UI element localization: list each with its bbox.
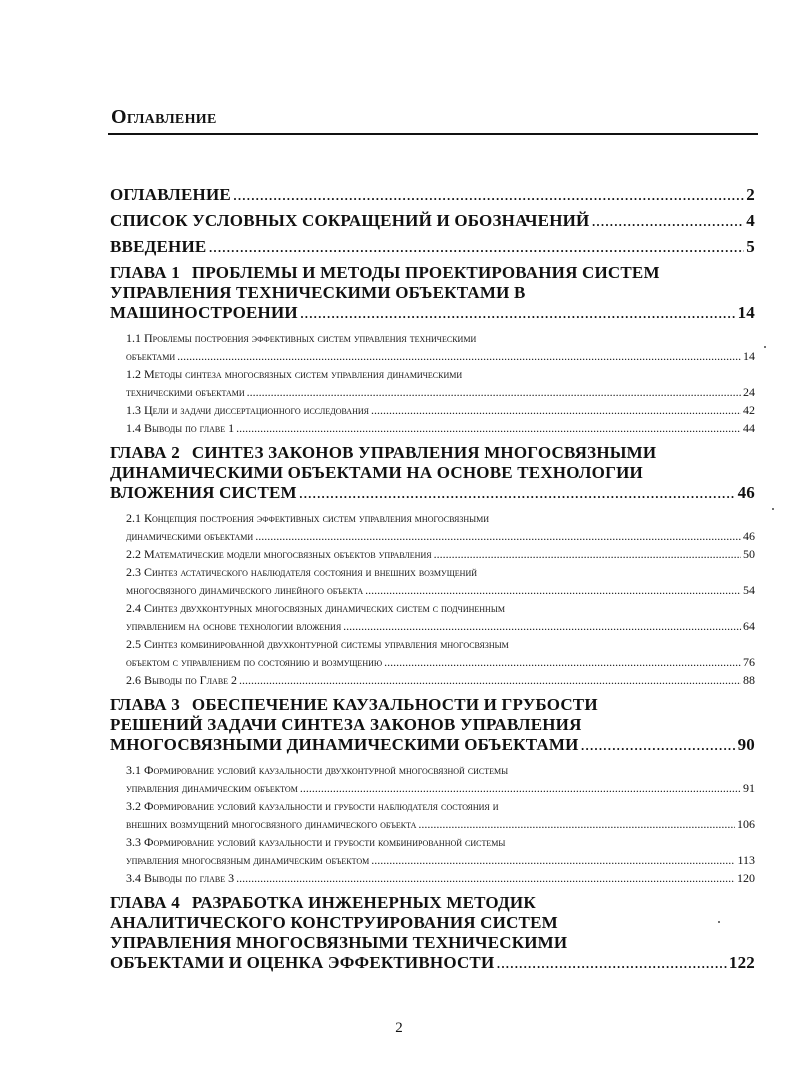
chapter-title-line	[110, 933, 755, 953]
section-title-text: управления динамическим объектом	[126, 781, 298, 795]
section-page: 14	[743, 349, 755, 363]
dot-leader	[384, 653, 741, 671]
dot-leader	[371, 401, 741, 419]
chapter-title-last-line	[110, 483, 755, 503]
section-page: 106	[737, 817, 755, 831]
section-title-last-line	[126, 581, 755, 599]
section-title-line: 1.2 Методы синтеза многосвязных систем управления динамическими	[126, 367, 463, 381]
section-page: 54	[743, 583, 755, 597]
section-title-last-line	[126, 815, 755, 833]
chapter-title-text: МНОГОСВЯЗНЫМИ ДИНАМИЧЕСКИМИ ОБЪЕКТАМИ	[110, 735, 579, 754]
section-title-last-line	[126, 545, 755, 563]
toc-entry-contents[interactable]: ОГЛАВЛЕНИЕ ..... 2	[110, 185, 755, 205]
chapter-title-last-line	[110, 303, 755, 323]
chapter-title-line	[110, 893, 755, 913]
dot-leader	[496, 953, 727, 973]
chapter-title-text: ВЛОЖЕНИЯ СИСТЕМ	[110, 483, 297, 502]
page-number: 2	[395, 1020, 403, 1036]
dot-leader	[371, 851, 735, 869]
section-page: 24	[743, 385, 755, 399]
chapter-title-line	[110, 443, 755, 463]
section-title-line: 2.3 Синтез астатического наблюдателя состояния и внешних возмущений	[126, 565, 477, 579]
chapter-number: ГЛАВА 3	[110, 695, 180, 714]
section-title-line: 3.3 Формирование условий каузальности и грубости комбинированной системы	[126, 835, 506, 849]
section-title-last-line	[126, 779, 755, 797]
dot-leader	[418, 815, 735, 833]
dot-leader	[300, 303, 736, 323]
dot-leader	[300, 779, 741, 797]
section-title-text: многосвязного динамического линейного объекта	[126, 583, 364, 597]
toc-section[interactable]	[110, 635, 755, 671]
chapter-page: 90	[737, 735, 755, 754]
dot-leader	[247, 383, 741, 401]
section-page: 120	[737, 871, 755, 885]
toc-chapter[interactable]	[110, 893, 755, 973]
section-page: 64	[743, 619, 755, 633]
chapter-title-last-line	[110, 735, 755, 755]
scan-speck	[718, 921, 720, 923]
chapter-page: 122	[728, 953, 755, 972]
section-title-text: управлением на основе технологии вложения	[126, 619, 342, 633]
chapter-title-text: УПРАВЛЕНИЯ ТЕХНИЧЕСКИМИ ОБЪЕКТАМИ В	[110, 283, 526, 302]
dot-leader	[255, 527, 741, 545]
toc-section[interactable]	[110, 563, 755, 599]
toc-entry-abbreviations[interactable]: СПИСОК УСЛОВНЫХ СОКРАЩЕНИЙ И ОБОЗНАЧЕНИЙ ..... 4	[110, 211, 755, 231]
section-page: 76	[743, 655, 755, 669]
section-page: 91	[743, 781, 755, 795]
section-title-text: 1.4 Выводы по главе 1	[126, 421, 235, 435]
chapter-title-text: РЕШЕНИЙ ЗАДАЧИ СИНТЕЗА ЗАКОНОВ УПРАВЛЕНИЯ	[110, 715, 582, 734]
section-title-last-line	[126, 653, 755, 671]
title-rule	[108, 133, 758, 135]
toc-chapter[interactable]	[110, 443, 755, 503]
toc-section[interactable]	[110, 329, 755, 365]
section-title-text: техническими объектами	[126, 385, 245, 399]
chapter-title-line	[110, 463, 755, 483]
chapter-title-line	[110, 263, 755, 283]
page-title: Оглавление	[111, 106, 217, 128]
section-list	[110, 329, 755, 437]
scan-speck	[764, 346, 766, 348]
toc-section[interactable]	[110, 833, 755, 869]
section-title-last-line	[126, 419, 755, 437]
section-title-line: 3.1 Формирование условий каузальности двухконтурной многосвязной системы	[126, 763, 509, 777]
section-page: 46	[743, 529, 755, 543]
section-title-last-line	[126, 383, 755, 401]
toc-section[interactable]	[110, 419, 755, 437]
toc-section[interactable]	[110, 671, 755, 689]
toc-section[interactable]	[110, 365, 755, 401]
section-title-last-line	[126, 671, 755, 689]
chapter-title-line	[110, 715, 755, 735]
section-title-last-line	[126, 869, 755, 887]
toc-section[interactable]	[110, 599, 755, 635]
chapter-title-last-line	[110, 953, 755, 973]
chapter-title-text: ПРОБЛЕМЫ И МЕТОДЫ ПРОЕКТИРОВАНИЯ СИСТЕМ	[191, 263, 660, 282]
toc-section[interactable]	[110, 401, 755, 419]
chapter-title-text: ОБЪЕКТАМИ И ОЦЕНКА ЭФФЕКТИВНОСТИ	[110, 953, 495, 972]
toc-entry-introduction[interactable]: ВВЕДЕНИЕ ..... 5	[110, 237, 755, 257]
section-title-line: 1.1 Проблемы построения эффективных систем управления техническими	[126, 331, 477, 345]
section-title-text: объектами	[126, 349, 176, 363]
dot-leader	[365, 581, 741, 599]
chapter-title-line	[110, 913, 755, 933]
chapter-title-line	[110, 283, 755, 303]
chapter-title-text: УПРАВЛЕНИЯ МНОГОСВЯЗНЫМИ ТЕХНИЧЕСКИМИ	[110, 933, 568, 952]
section-title-text: объектом с управлением по состоянию и возмущению	[126, 655, 383, 669]
chapter-title-text: ДИНАМИЧЕСКИМИ ОБЪЕКТАМИ НА ОСНОВЕ ТЕХНОЛОГИИ	[110, 463, 643, 482]
section-title-text: управления многосвязным динамическим объектом	[126, 853, 370, 867]
chapter-number: ГЛАВА 1	[110, 263, 180, 282]
dot-leader	[434, 545, 741, 563]
toc-section[interactable]	[110, 869, 755, 887]
section-title-last-line	[126, 851, 755, 869]
dot-leader	[239, 671, 741, 689]
dot-leader	[343, 617, 741, 635]
toc-section[interactable]	[110, 545, 755, 563]
section-list	[110, 509, 755, 689]
section-title-last-line	[126, 617, 755, 635]
toc-chapter[interactable]	[110, 695, 755, 755]
table-of-contents	[110, 182, 755, 977]
section-page: 88	[743, 673, 755, 687]
section-title-text: 2.6 Выводы по Главе 2	[126, 673, 238, 687]
chapter-title-text: ОБЕСПЕЧЕНИЕ КАУЗАЛЬНОСТИ И ГРУБОСТИ	[191, 695, 598, 714]
dot-leader	[236, 419, 741, 437]
scan-speck	[772, 508, 774, 510]
dot-leader	[177, 347, 741, 365]
chapter-title-text: СИНТЕЗ ЗАКОНОВ УПРАВЛЕНИЯ МНОГОСВЯЗНЫМИ	[191, 443, 657, 462]
chapter-page: 14	[737, 303, 755, 322]
toc-chapter[interactable]	[110, 263, 755, 323]
section-title-line: 2.1 Концепция построения эффективных систем управления многосвязными	[126, 511, 490, 525]
section-list	[110, 761, 755, 887]
chapter-title-text: РАЗРАБОТКА ИНЖЕНЕРНЫХ МЕТОДИК	[191, 893, 536, 912]
section-title-text: 3.4 Выводы по главе 3	[126, 871, 235, 885]
chapter-page: 46	[737, 483, 755, 502]
toc-section[interactable]	[110, 761, 755, 797]
section-title-line: 3.2 Формирование условий каузальности и грубости наблюдателя состояния и	[126, 799, 499, 813]
toc-section[interactable]	[110, 509, 755, 545]
chapter-number: ГЛАВА 4	[110, 893, 180, 912]
dot-leader	[581, 735, 736, 755]
section-title-line: 2.4 Синтез двухконтурных многосвязных динамических систем с подчиненным	[126, 601, 505, 615]
section-page: 42	[743, 403, 755, 417]
section-page: 113	[737, 853, 755, 867]
section-title-last-line	[126, 527, 755, 545]
section-title-text: динамическими объектами	[126, 529, 254, 543]
section-title-text: 2.2 Математические модели многосвязных объектов управления	[126, 547, 432, 561]
chapter-number: ГЛАВА 2	[110, 443, 180, 462]
section-title-last-line	[126, 401, 755, 419]
section-page: 44	[743, 421, 755, 435]
section-title-text: 1.3 Цели и задачи диссертационного исследования	[126, 403, 369, 417]
section-title-last-line	[126, 347, 755, 365]
dot-leader	[236, 869, 735, 887]
section-page: 50	[743, 547, 755, 561]
chapter-title-text: АНАЛИТИЧЕСКОГО КОНСТРУИРОВАНИЯ СИСТЕМ	[110, 913, 558, 932]
section-title-line: 2.5 Синтез комбинированной двухконтурной системы управления многосвязным	[126, 637, 509, 651]
dot-leader	[299, 483, 736, 503]
chapter-title-line	[110, 695, 755, 715]
chapters-list	[110, 263, 755, 973]
chapter-title-text: МАШИНОСТРОЕНИИ	[110, 303, 298, 322]
section-title-text: внешних возмущений многосвязного динамического объекта	[126, 817, 417, 831]
toc-section[interactable]	[110, 797, 755, 833]
